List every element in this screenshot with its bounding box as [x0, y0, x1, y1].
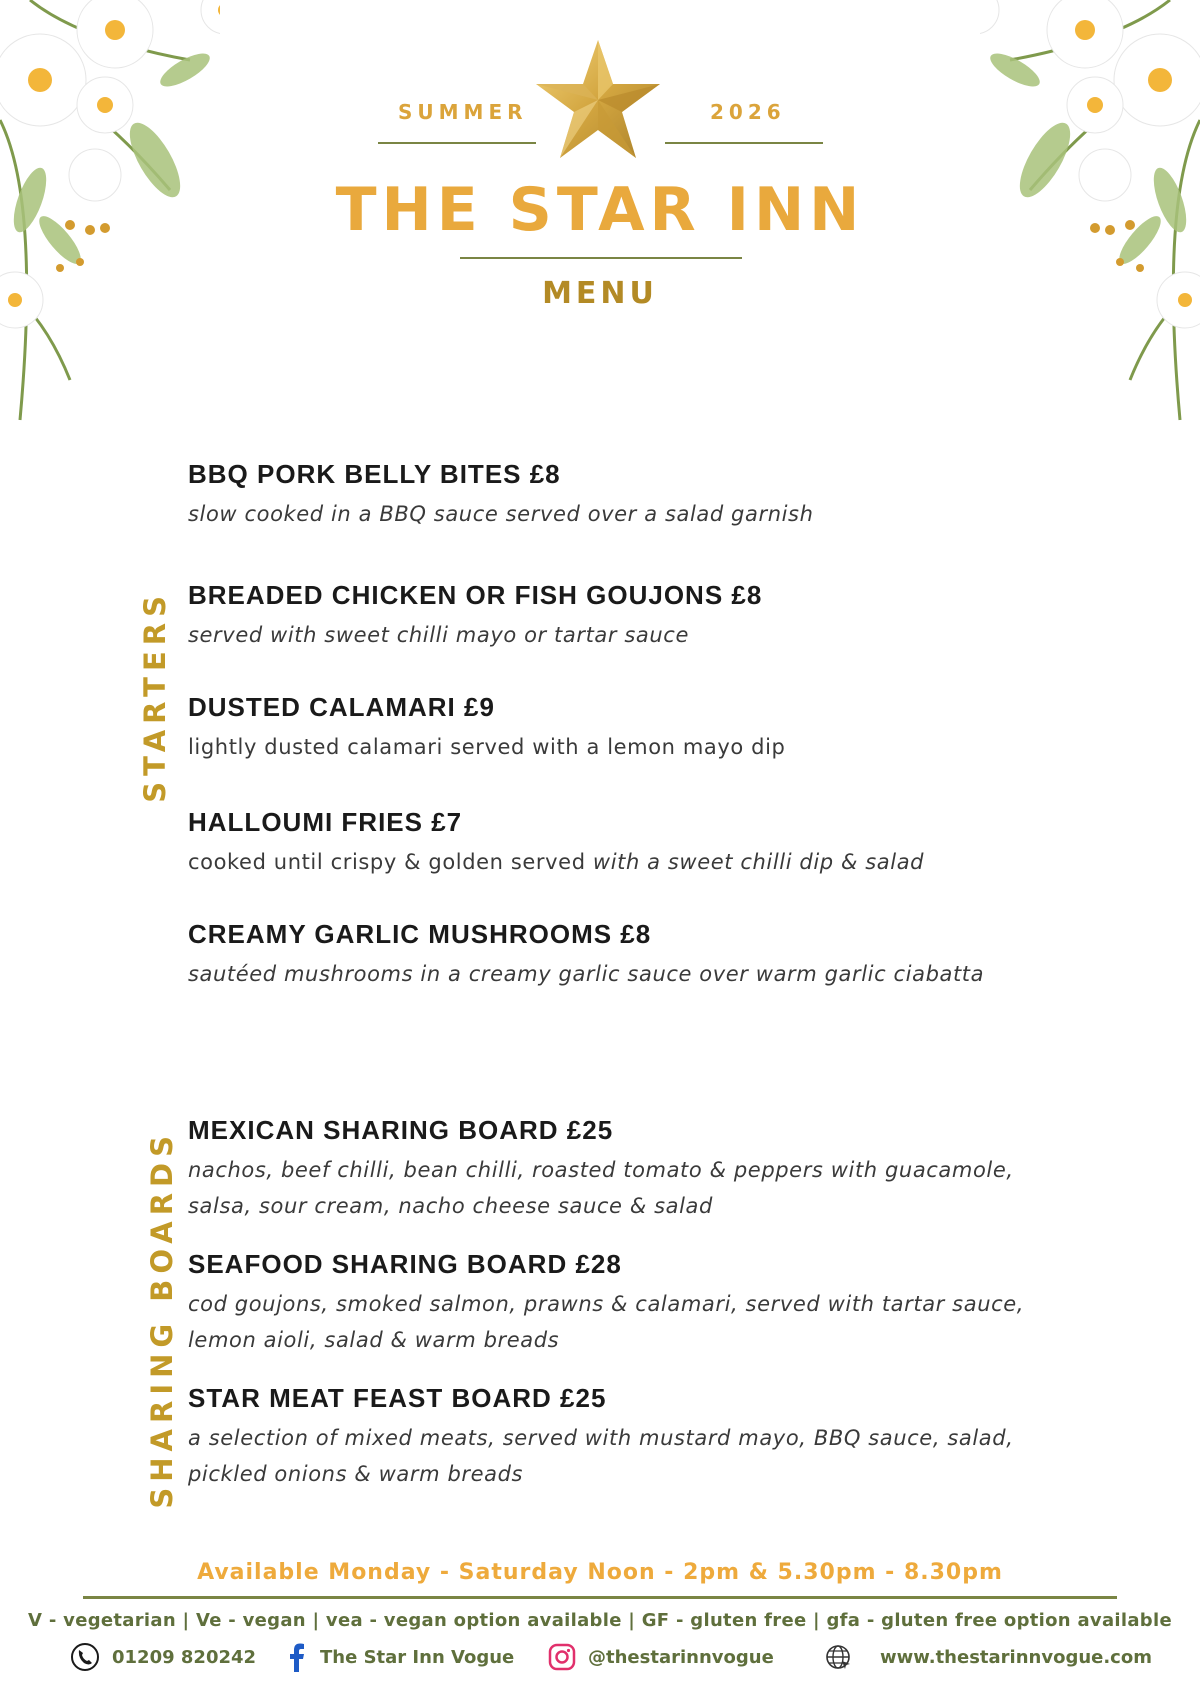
menu-item — [188, 691, 1088, 765]
menu-item — [188, 1248, 1088, 1358]
menu-item — [188, 806, 1088, 880]
item-description-line: salsa, sour cream, nacho cheese sauce & salad — [188, 1194, 713, 1218]
item-description-plain: cooked until crispy & golden served — [188, 850, 593, 874]
instagram-icon — [548, 1643, 576, 1671]
menu-item — [188, 458, 1088, 532]
item-description: served with sweet chilli mayo or tartar sauce — [188, 623, 689, 647]
item-description — [188, 1420, 1088, 1492]
year-label: 2026 — [710, 100, 786, 124]
item-description-line: a selection of mixed meats, served with mustard mayo, BBQ sauce, salad, — [188, 1426, 1014, 1450]
item-name: BREADED CHICKEN OR FISH GOUJONS £8 — [188, 580, 763, 610]
item-description-line: nachos, beef chilli, bean chilli, roasted tomato & peppers with guacamole, — [188, 1158, 1014, 1182]
page-title: THE STAR INN — [335, 175, 865, 245]
menu-item — [188, 1382, 1088, 1492]
section-label-starters: STARTERS — [138, 590, 172, 803]
item-description: slow cooked in a BBQ sauce served over a salad garnish — [188, 502, 814, 526]
item-description — [188, 1286, 1088, 1358]
item-description — [188, 1152, 1088, 1224]
phone-contact[interactable] — [70, 1640, 256, 1674]
dietary-legend: V - vegetarian | Ve - vegan | vea - vegan option available | GF - gluten free | gfa - gluten free option available — [28, 1610, 1172, 1631]
star-icon — [534, 38, 662, 162]
item-name: CREAMY GARLIC MUSHROOMS £8 — [188, 919, 652, 949]
item-description-line: pickled onions & warm breads — [188, 1462, 524, 1486]
item-description-italic: with a sweet chilli dip & salad — [592, 850, 925, 874]
website-url: www.thestarinnvogue.com — [880, 1646, 1152, 1668]
season-label: SUMMER — [398, 100, 528, 124]
footer-divider — [83, 1596, 1117, 1599]
divider-right — [665, 142, 823, 144]
phone-number: 01209 820242 — [112, 1646, 257, 1668]
menu-header — [0, 0, 1200, 330]
item-name: MEXICAN SHARING BOARD £25 — [188, 1115, 614, 1145]
menu-item — [188, 918, 1088, 992]
instagram-handle: @thestarinnvogue — [588, 1646, 774, 1668]
contact-row — [0, 1640, 1200, 1674]
instagram-link[interactable] — [548, 1640, 774, 1674]
item-description: sautéed mushrooms in a creamy garlic sauce over warm garlic ciabatta — [188, 962, 985, 986]
availability-text: Available Monday - Saturday Noon - 2pm & 5.30pm - 8.30pm — [197, 1560, 1003, 1585]
globe-icon — [824, 1643, 852, 1671]
item-name: BBQ PORK BELLY BITES £8 — [188, 459, 561, 489]
title-divider — [460, 257, 742, 259]
facebook-name: The Star Inn Vogue — [320, 1646, 515, 1668]
item-name: STAR MEAT FEAST BOARD £25 — [188, 1383, 607, 1413]
menu-item — [188, 1114, 1088, 1224]
item-description-line: cod goujons, smoked salmon, prawns & calamari, served with tartar sauce, — [188, 1292, 1025, 1316]
website-link[interactable] — [824, 1640, 1152, 1674]
item-description: lightly dusted calamari served with a lemon mayo dip — [188, 735, 786, 759]
facebook-link[interactable] — [286, 1640, 514, 1674]
item-name: SEAFOOD SHARING BOARD £28 — [188, 1249, 622, 1279]
phone-icon — [70, 1642, 100, 1672]
facebook-icon — [286, 1642, 308, 1672]
section-label-sharing-boards: SHARING BOARDS — [145, 1130, 179, 1509]
item-name: HALLOUMI FRIES £7 — [188, 807, 463, 837]
divider-left — [378, 142, 536, 144]
item-name: DUSTED CALAMARI £9 — [188, 692, 495, 722]
page-subtitle: MENU — [542, 276, 658, 311]
item-description-line: lemon aioli, salad & warm breads — [188, 1328, 560, 1352]
item-description — [188, 844, 1088, 880]
menu-item — [188, 579, 1088, 653]
